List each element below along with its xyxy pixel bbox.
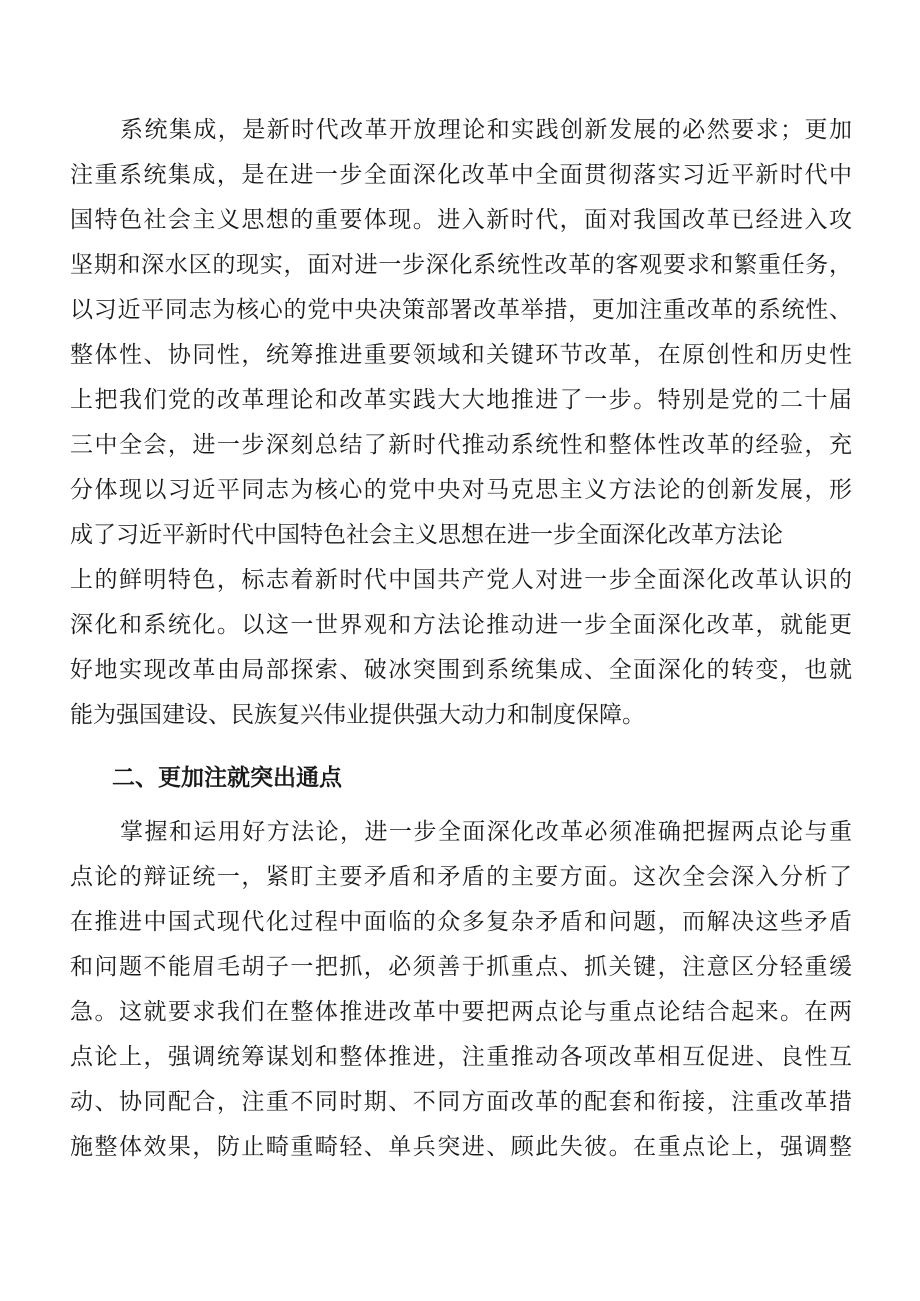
paragraph-line: 和问题不能眉毛胡子一把抓，必须善于抓重点、抓关键，注意区分轻重缓	[70, 954, 852, 980]
paragraph-line: 国特色社会主义思想的重要体现。进入新时代，面对我国改革已经进入攻	[70, 207, 852, 233]
paragraph-line: 动、协同配合，注重不同时期、不同方面改革的配套和衔接，注重改革措	[70, 1089, 852, 1115]
paragraph-line: 点论上，强调统筹谋划和整体推进，注重推动各项改革相互促进、良性互	[70, 1044, 852, 1070]
section-heading-2: 二、更加注就突出通点	[112, 765, 342, 791]
paragraph-line: 好地实现改革由局部探索、破冰突围到系统集成、全面深化的转变，也就	[70, 657, 852, 683]
paragraph-line: 上的鲜明特色，标志着新时代中国共产党人对进一步全面深化改革认识的	[70, 567, 852, 593]
paragraph-line: 三中全会，进一步深刻总结了新时代推动系统性和整体性改革的经验，充	[70, 432, 852, 458]
paragraph-line: 坚期和深水区的现实，面对进一步深化系统性改革的客观要求和繁重任务，	[70, 252, 852, 278]
paragraph-line: 注重系统集成，是在进一步全面深化改革中全面贯彻落实习近平新时代中	[70, 162, 852, 188]
paragraph-line: 能为强国建设、民族复兴伟业提供强大动力和制度保障。	[70, 702, 645, 728]
paragraph-line: 施整体效果，防止畸重畸轻、单兵突进、顾此失彼。在重点论上，强调整	[70, 1134, 852, 1160]
paragraph-line: 成了习近平新时代中国特色社会主义思想在进一步全面深化改革方法论	[70, 522, 783, 548]
paragraph-line: 以习近平同志为核心的党中央决策部署改革举措，更加注重改革的系统性、	[70, 297, 852, 323]
paragraph-line: 整体性、协同性，统筹推进重要领域和关键环节改革，在原创性和历史性	[70, 342, 852, 368]
paragraph-line: 掌握和运用好方法论，进一步全面深化改革必须准确把握两点论与重	[120, 819, 852, 845]
paragraph-line: 点论的辩证统一，紧盯主要矛盾和矛盾的主要方面。这次全会深入分析了	[70, 864, 852, 890]
paragraph-line: 分体现以习近平同志为核心的党中央对马克思主义方法论的创新发展，形	[70, 477, 852, 503]
paragraph-line: 急。这就要求我们在整体推进改革中要把两点论与重点论结合起来。在两	[70, 999, 852, 1025]
paragraph-line: 系统集成，是新时代改革开放理论和实践创新发展的必然要求；更加	[120, 117, 852, 143]
paragraph-line: 在推进中国式现代化过程中面临的众多复杂矛盾和问题，而解决这些矛盾	[70, 909, 852, 935]
paragraph-line: 上把我们党的改革理论和改革实践大大地推进了一步。特别是党的二十届	[70, 387, 852, 413]
paragraph-line: 深化和系统化。以这一世界观和方法论推动进一步全面深化改革，就能更	[70, 612, 852, 638]
